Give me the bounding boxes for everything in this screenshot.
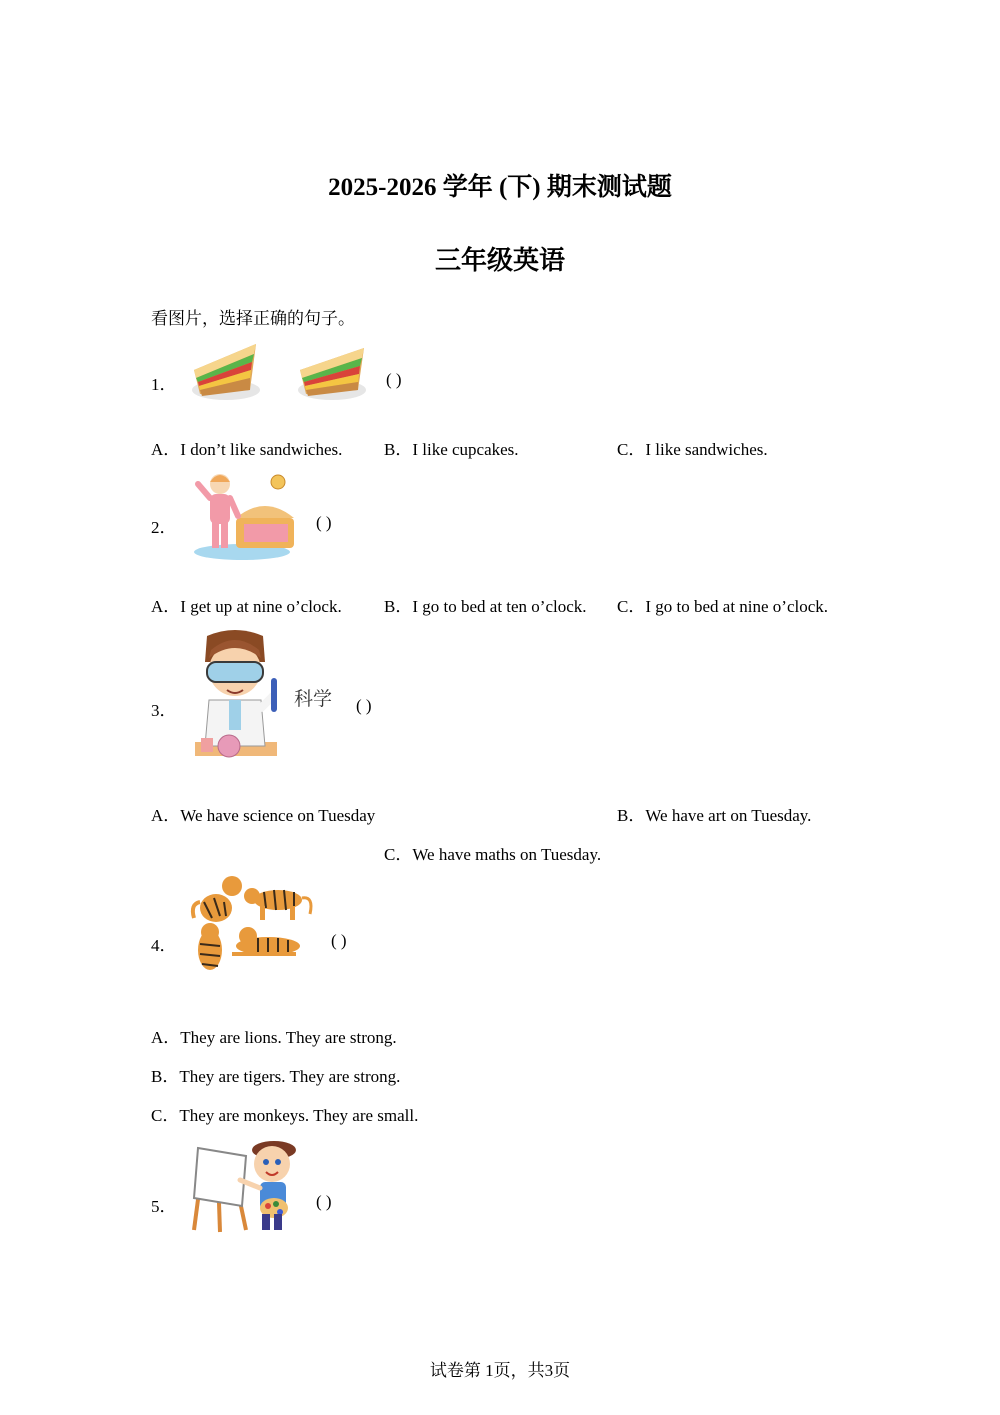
answer-blank[interactable]: ( ) [316,513,332,532]
question-number: 2． [151,518,177,537]
option-a[interactable]: A．They are lions. They are strong. [151,1028,397,1047]
answer-blank[interactable]: ( ) [386,370,402,389]
exam-title: 2025-2026 学年 (下) 期末测试题 [328,174,672,201]
answer-blank[interactable]: ( ) [316,1192,332,1211]
question-number: 5． [151,1197,177,1216]
question-number: 1． [151,375,177,394]
option-c[interactable]: C．They are monkeys. They are small. [151,1106,419,1125]
option-b[interactable]: B．They are tigers. They are strong. [151,1067,401,1086]
option-c[interactable]: C．We have maths on Tuesday. [384,845,602,864]
option-c[interactable]: C．I go to bed at nine o’clock. [617,597,829,616]
science-label: 科学 [294,688,333,710]
option-b[interactable]: B．I like cupcakes. [384,440,519,459]
boy-painting-image [190,1134,300,1238]
option-a[interactable]: A．We have science on Tuesday [151,806,376,825]
sandwich-image [190,340,262,402]
exam-subtitle: 三年级英语 [434,246,565,275]
question-number: 3． [151,701,177,720]
instruction: 看图片，选择正确的句子。 [151,309,355,328]
option-a[interactable]: A．I don’t like sandwiches. [151,440,343,459]
option-c[interactable]: C．I like sandwiches. [617,440,768,459]
option-b[interactable]: B．We have art on Tuesday. [617,806,812,825]
answer-blank[interactable]: ( ) [331,931,347,950]
girl-waking-up-image [192,466,298,562]
boy-scientist-image [193,628,283,760]
option-b[interactable]: B．I go to bed at ten o’clock. [384,597,587,616]
answer-blank[interactable]: ( ) [356,696,372,715]
page-footer: 试卷第 1页，共3页 [429,1361,571,1380]
tigers-image [192,874,316,978]
question-number: 4． [151,936,177,955]
option-a[interactable]: A．I get up at nine o’clock. [151,597,342,616]
sandwich-image [296,344,368,402]
